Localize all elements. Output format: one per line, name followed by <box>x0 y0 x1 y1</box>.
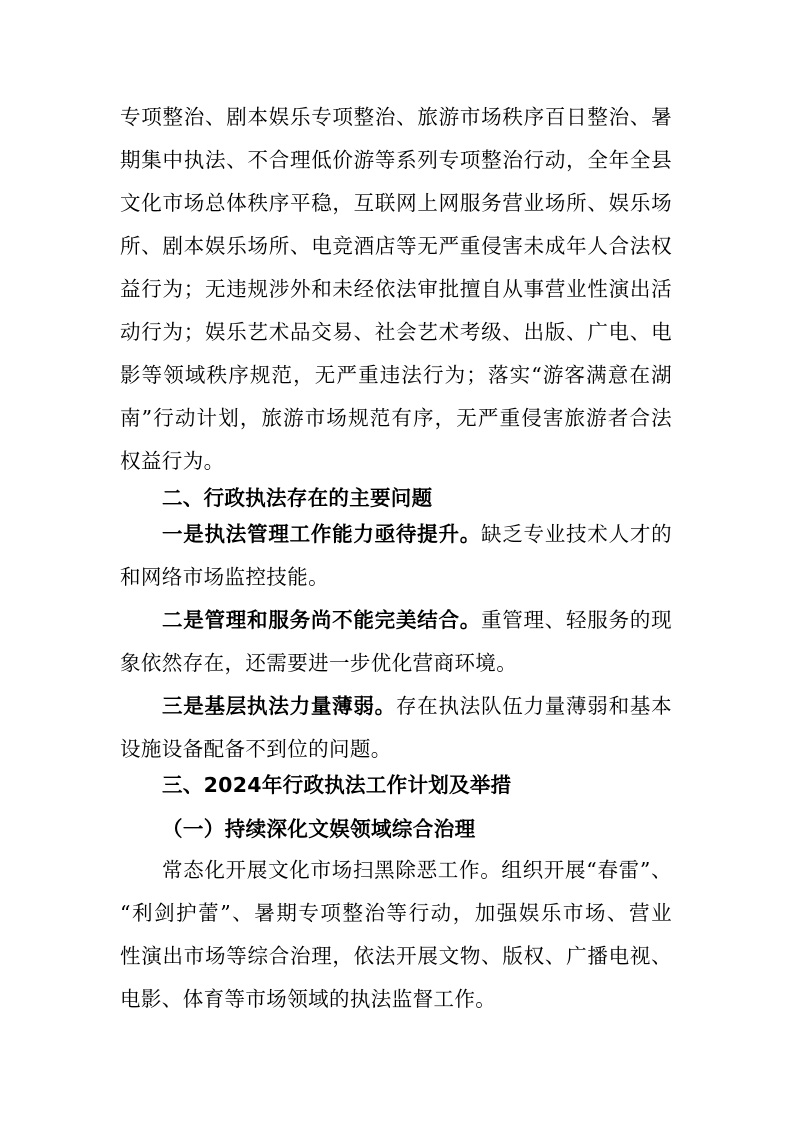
section-heading: 二、行政执法存在的主要问题 <box>162 486 433 510</box>
subsection-heading: （一）持续深化文娱领域综合治理 <box>162 817 476 841</box>
paragraph-line: 所、剧本娱乐场所、电竞酒店等无严重侵害未成年人合法权 <box>120 234 672 258</box>
item-bold-lead: 二是管理和服务尚不能完美结合。 <box>162 608 481 632</box>
paragraph-line: 益行为；无违规涉外和未经依法审批擅自从事营业性演出活 <box>120 277 672 301</box>
item-line <box>162 520 672 548</box>
item-line-cont: 和网络市场监控技能。 <box>120 565 329 589</box>
paragraph-line: 文化市场总体秩序平稳，互联网上网服务营业场所、娱乐场 <box>120 191 672 215</box>
item-line <box>162 606 672 634</box>
paragraph-line: 期集中执法、不合理低价游等系列专项整治行动，全年全县 <box>120 148 672 172</box>
paragraph-line: 南”行动计划，旅游市场规范有序，无严重侵害旅游者合法 <box>120 406 672 430</box>
paragraph-line: 性演出市场等综合治理，依法开展文物、版权、广播电视、 <box>120 944 672 968</box>
paragraph-line: 动行为；娱乐艺术品交易、社会艺术考级、出版、广电、电 <box>120 320 672 344</box>
section-heading: 三、2024年行政执法工作计划及举措 <box>162 773 512 797</box>
item-line-cont: 象依然存在，还需要进一步优化营商环境。 <box>120 651 518 675</box>
paragraph-line: 权益行为。 <box>120 449 225 473</box>
item-text: 缺乏专业技术人才的 <box>480 522 672 546</box>
paragraph-line: 常态化开展文化市场扫黑除恶工作。组织开展“春雷”、 <box>162 858 672 882</box>
item-text: 存在执法队伍力量薄弱和基本 <box>395 694 672 718</box>
item-text: 重管理、轻服务的现 <box>480 608 672 632</box>
item-line-cont: 设施设备配备不到位的问题。 <box>120 737 392 761</box>
paragraph-line: 专项整治、剧本娱乐专项整治、旅游市场秩序百日整治、暑 <box>120 105 672 129</box>
paragraph-line: “利剑护蕾”、暑期专项整治等行动，加强娱乐市场、营业 <box>120 901 672 925</box>
paragraph-line: 电影、体育等市场领域的执法监督工作。 <box>120 987 497 1011</box>
item-line <box>162 692 672 720</box>
item-bold-lead: 三是基层执法力量薄弱。 <box>162 694 396 718</box>
paragraph-line: 影等领域秩序规范，无严重违法行为；落实“游客满意在湖 <box>120 363 672 387</box>
item-bold-lead: 一是执法管理工作能力亟待提升。 <box>162 522 481 546</box>
